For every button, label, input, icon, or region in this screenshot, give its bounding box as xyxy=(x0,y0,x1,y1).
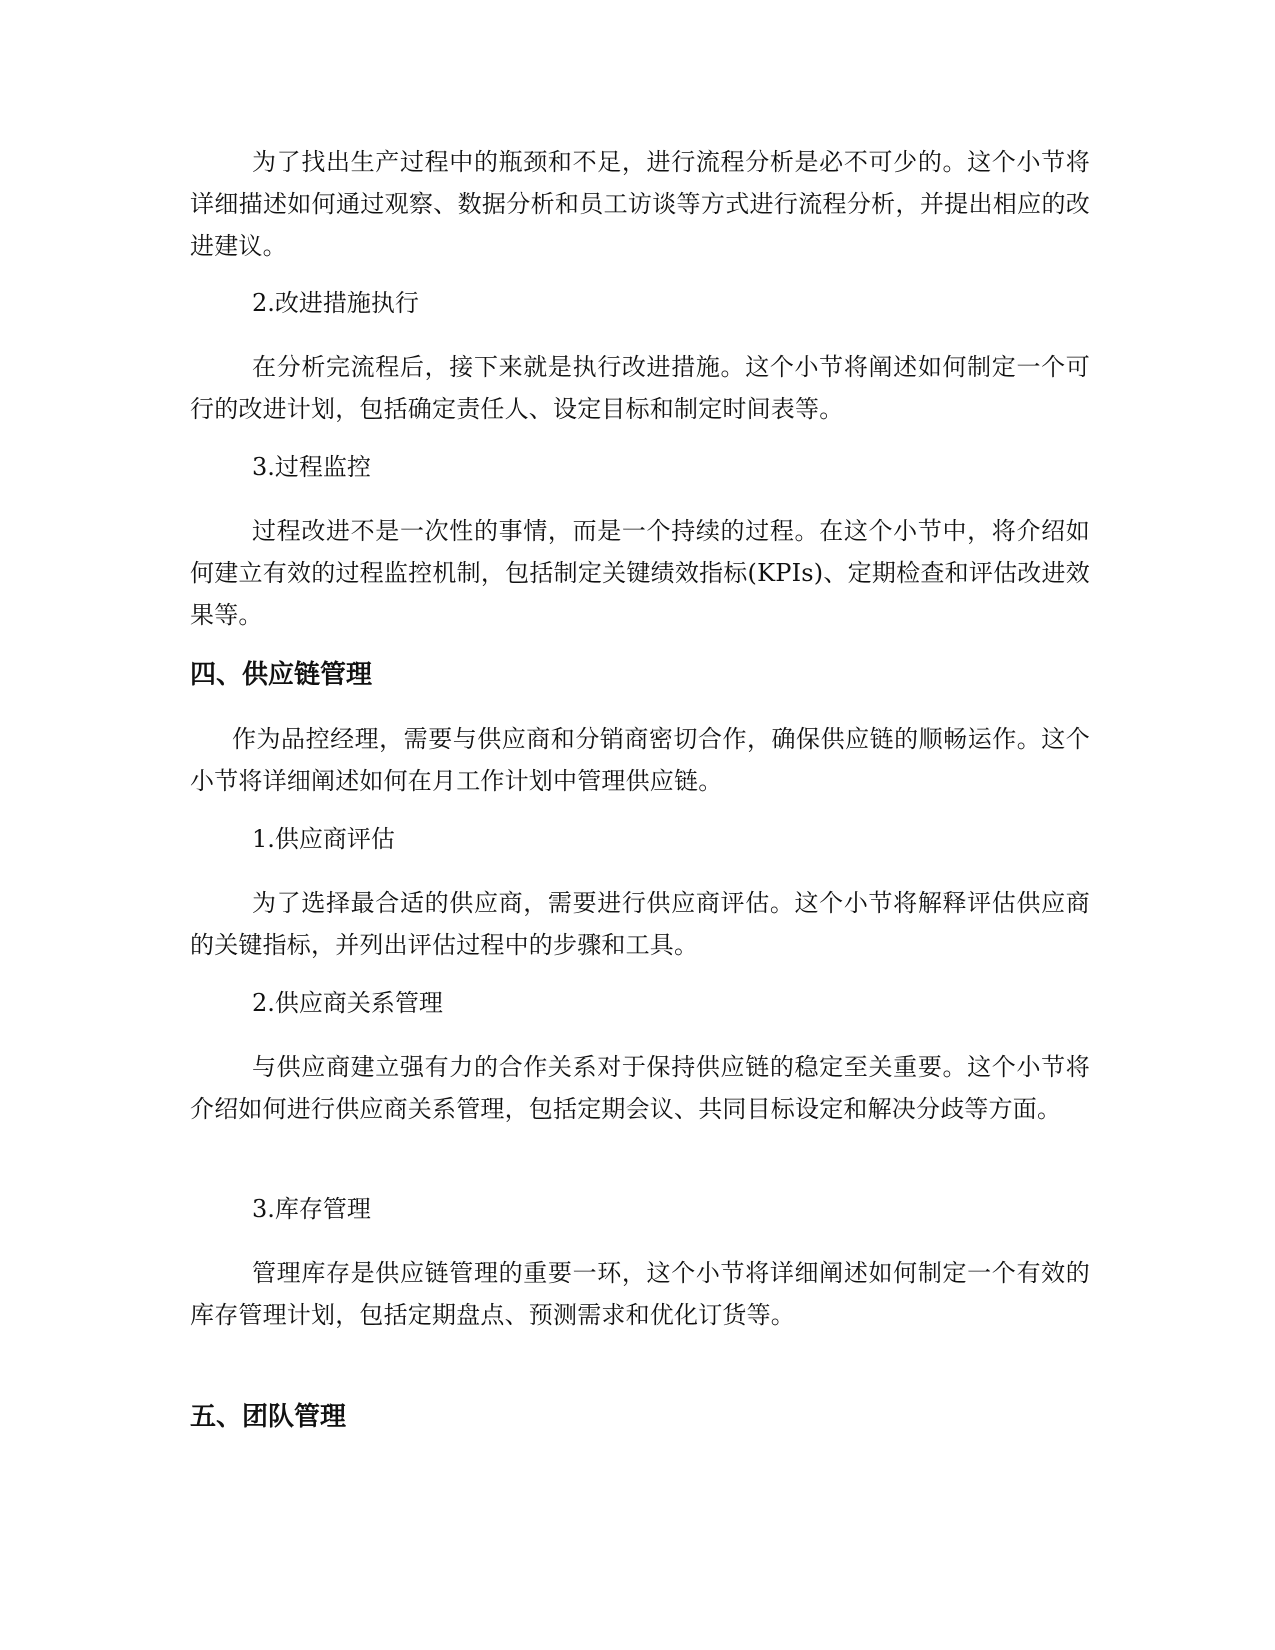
paragraph-supply-chain-intro: 作为品控经理，需要与供应商和分销商密切合作，确保供应链的顺畅运作。这个小节将详细阐述如何在月工作计划中管理供应链。 xyxy=(190,725,1090,795)
subheading-process-monitoring: 3.过程监控 xyxy=(252,453,371,481)
paragraph-supplier-evaluation: 为了选择最合适的供应商，需要进行供应商评估。这个小节将解释评估供应商的关键指标，并列出评估过程中的步骤和工具。 xyxy=(190,889,1090,959)
paragraph-inventory-management: 管理库存是供应链管理的重要一环，这个小节将详细阐述如何制定一个有效的库存管理计划，包括定期盘点、预测需求和优化订货等。 xyxy=(190,1259,1090,1329)
subheading-improvement-execution: 2.改进措施执行 xyxy=(252,289,419,317)
subheading-inventory-management: 3.库存管理 xyxy=(252,1195,371,1223)
paragraph-supplier-relationship: 与供应商建立强有力的合作关系对于保持供应链的稳定至关重要。这个小节将介绍如何进行供应商关系管理，包括定期会议、共同目标设定和解决分歧等方面。 xyxy=(190,1053,1090,1123)
paragraph-improvement-execution: 在分析完流程后，接下来就是执行改进措施。这个小节将阐述如何制定一个可行的改进计划，包括确定责任人、设定目标和制定时间表等。 xyxy=(190,353,1090,423)
section-heading-team-management: 五、团队管理 xyxy=(190,1402,347,1432)
paragraph-process-monitoring: 过程改进不是一次性的事情，而是一个持续的过程。在这个小节中，将介绍如何建立有效的过程监控机制，包括制定关键绩效指标(KPIs)、定期检查和评估改进效果等。 xyxy=(190,517,1090,629)
subheading-supplier-evaluation: 1.供应商评估 xyxy=(252,825,395,853)
paragraph-process-analysis: 为了找出生产过程中的瓶颈和不足，进行流程分析是必不可少的。这个小节将详细描述如何通过观察、数据分析和员工访谈等方式进行流程分析，并提出相应的改进建议。 xyxy=(190,148,1090,260)
subheading-supplier-relationship: 2.供应商关系管理 xyxy=(252,989,443,1017)
section-heading-supply-chain: 四、供应链管理 xyxy=(190,660,373,690)
